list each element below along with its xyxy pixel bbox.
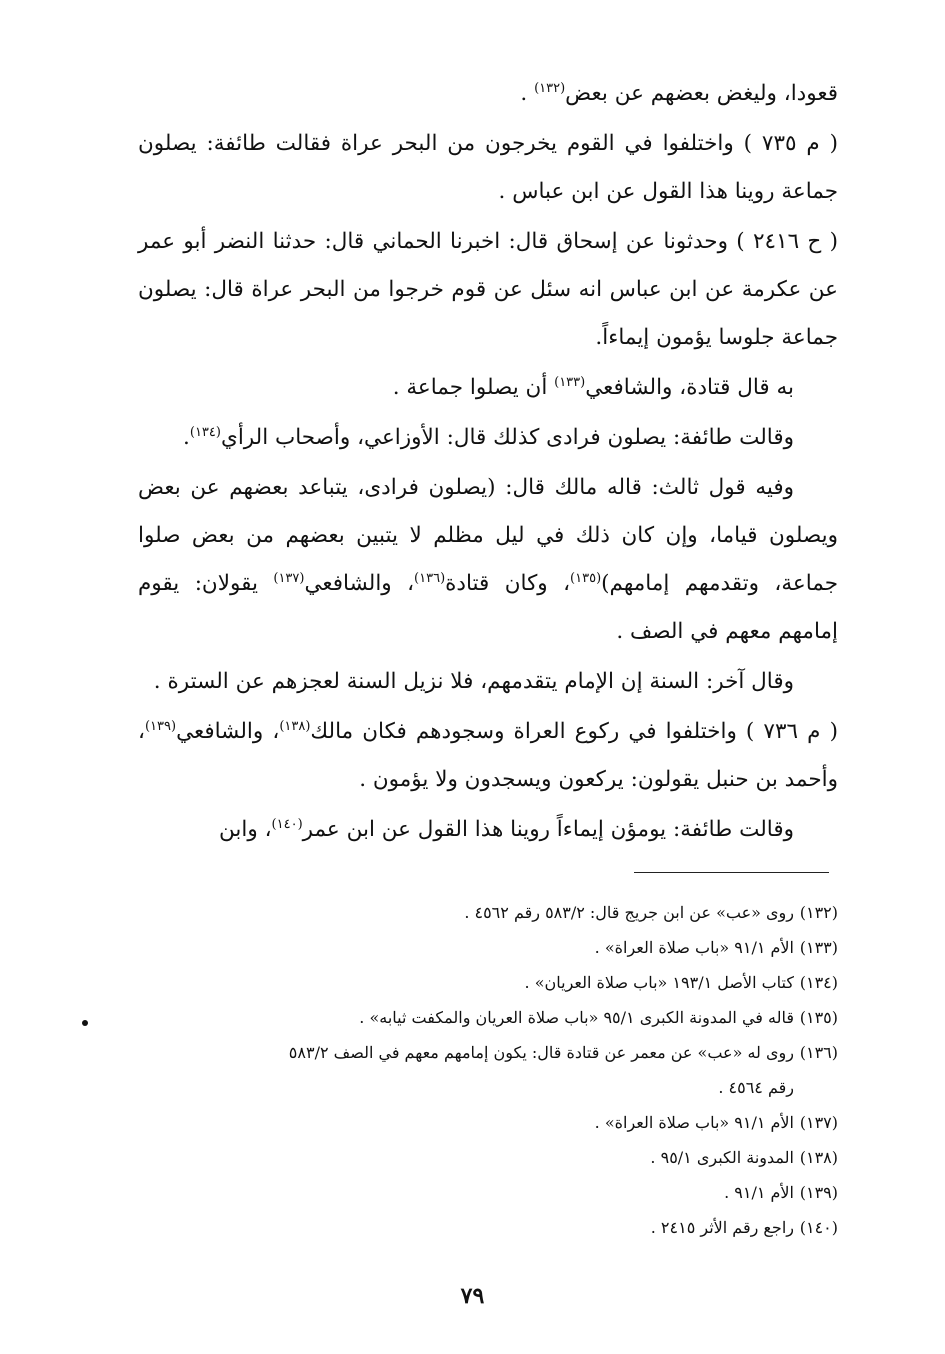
footnote-number: (١٣٧) xyxy=(799,1113,838,1132)
paragraph-p2 xyxy=(138,120,838,216)
footnote-text: روى له «عب» عن معمر عن قتادة قال: يكون إمامهم معهم في الصف ٥٨٣/٢ xyxy=(288,1043,794,1062)
footnote-text: المدونة الكبرى ٩٥/١ . xyxy=(650,1148,794,1167)
footnote xyxy=(133,1070,838,1105)
paragraph-text: أن يصلوا جماعة . xyxy=(392,375,555,400)
footnote-text: الأم ٩١/١ . xyxy=(724,1183,794,1202)
paragraph-p8 xyxy=(138,708,838,804)
footnote xyxy=(133,1210,838,1245)
paragraph-text: ، والشافعي xyxy=(304,571,415,596)
footnote xyxy=(133,1035,838,1070)
paragraph-text: وقال آخر: السنة إن الإمام يتقدمهم، فلا نزيل السنة لعجزهم عن السترة . xyxy=(153,669,794,694)
paragraph-p3 xyxy=(138,218,838,362)
footnote-ref: (١٣٨) xyxy=(279,718,311,734)
paragraph-p1 xyxy=(138,70,838,118)
footnote xyxy=(133,1140,838,1175)
footnote-number: (١٣٢) xyxy=(799,903,838,922)
footnote-text: روى «عب» عن ابن جريج قال: ٥٨٣/٢ رقم ٤٥٦٢ . xyxy=(464,903,794,922)
paragraph-text: يقولان: يقوم إمامهم معهم في الصف . xyxy=(138,571,838,644)
paragraph-p7 xyxy=(138,658,838,706)
paragraph-text: ، وكان قتادة xyxy=(445,571,571,596)
footnote-text: قاله في المدونة الكبرى ٩٥/١ «باب صلاة العريان والمكفت ثيابه» . xyxy=(359,1008,794,1027)
footnote xyxy=(133,895,838,930)
main-text xyxy=(138,70,838,856)
paragraph-text: وقالت طائفة: يصلون فرادى كذلك قال: الأوزاعي، وأصحاب الرأي xyxy=(220,425,794,450)
footnote-ref: (١٣٤) xyxy=(189,424,221,440)
paragraph-text: به قال قتادة، والشافعي xyxy=(585,375,794,400)
footnote-number: (١٣٣) xyxy=(799,938,838,957)
footnote-number: (١٣٨) xyxy=(799,1148,838,1167)
paragraph-p5 xyxy=(138,414,838,462)
paragraph-text: ( م ٧٣٦ ) واختلفوا في ركوع العراة وسجودهم فكان مالك xyxy=(310,719,838,744)
paragraph-p9 xyxy=(138,806,838,854)
paragraph-p6 xyxy=(138,464,838,656)
footnote-separator xyxy=(634,872,829,873)
paragraph-text: ( م ٧٣٥ ) واختلفوا في القوم يخرجون من البحر عراة فقالت طائفة: يصلون جماعة روينا هذا القول عن ابن عباس . xyxy=(138,131,838,204)
margin-dot xyxy=(82,1020,88,1026)
footnotes xyxy=(133,895,838,1245)
paragraph-text: قعودا، وليغض بعضهم عن بعض xyxy=(565,81,838,106)
footnote-ref: (١٣٧) xyxy=(273,570,305,586)
footnote-number: (١٣٥) xyxy=(799,1008,838,1027)
page-number: ٧٩ xyxy=(460,1283,485,1309)
footnote-ref: (١٣٥) xyxy=(570,570,602,586)
footnote-ref: (١٣٩) xyxy=(144,718,177,734)
footnote xyxy=(133,965,838,1000)
paragraph-text: . xyxy=(520,81,535,106)
footnote-number: (١٣٤) xyxy=(799,973,838,992)
footnote-text: راجع رقم الأثر ٢٤١٥ . xyxy=(650,1218,794,1237)
footnote-ref: (١٣٦) xyxy=(414,570,446,586)
paragraph-text: ، وأحمد بن حنبل يقولون: يركعون ويسجدون ولا يؤمون . xyxy=(138,719,838,792)
footnote xyxy=(133,1175,838,1210)
paragraph-text: ( ح ٢٤١٦ ) وحدثونا عن إسحاق قال: اخبرنا الحماني قال: حدثنا النضر أبو عمر عن عكرمة عن ابن عباس انه سئل عن قوم خرجوا من البحر عراة قال: يصلون جماعة جلوسا يؤمون إيماءاً. xyxy=(138,229,838,350)
footnote-text: الأم ٩١/١ «باب صلاة العراة» . xyxy=(594,1113,794,1132)
paragraph-p4 xyxy=(138,364,838,412)
footnote-ref: (١٣٣) xyxy=(554,374,586,390)
footnote-text: كتاب الأصل ١٩٣/١ «باب صلاة العريان» . xyxy=(524,973,794,992)
paragraph-text: وقالت طائفة: يومؤن إيماءاً روينا هذا القول عن ابن عمر xyxy=(302,817,794,842)
paragraph-text: ، والشافعي xyxy=(176,719,280,744)
footnote xyxy=(133,1105,838,1140)
footnote-number: (١٣٩) xyxy=(799,1183,838,1202)
footnote-text: رقم ٤٥٦٤ . xyxy=(718,1078,794,1097)
footnote-number: (١٣٦) xyxy=(799,1043,838,1062)
footnote-number: (١٤٠) xyxy=(799,1218,838,1237)
footnote xyxy=(133,1000,838,1035)
footnote xyxy=(133,930,838,965)
paragraph-text: وفيه قول ثالث: قاله مالك قال: (يصلون فرادى، يتباعد بعضهم عن بعض ويصلون قياما، وإن كان ذلك في ليل مظلم لا يتبين بعضهم من بعض صلوا جماعة، وتقدمهم إمامهم) xyxy=(138,475,838,596)
paragraph-text: ، وابن xyxy=(219,817,272,842)
footnote-text: الأم ٩١/١ «باب صلاة العراة» . xyxy=(594,938,794,957)
paragraph-text: . xyxy=(183,425,190,450)
footnote-ref: (١٤٠) xyxy=(271,816,303,832)
footnote-ref: (١٣٢) xyxy=(534,80,566,96)
